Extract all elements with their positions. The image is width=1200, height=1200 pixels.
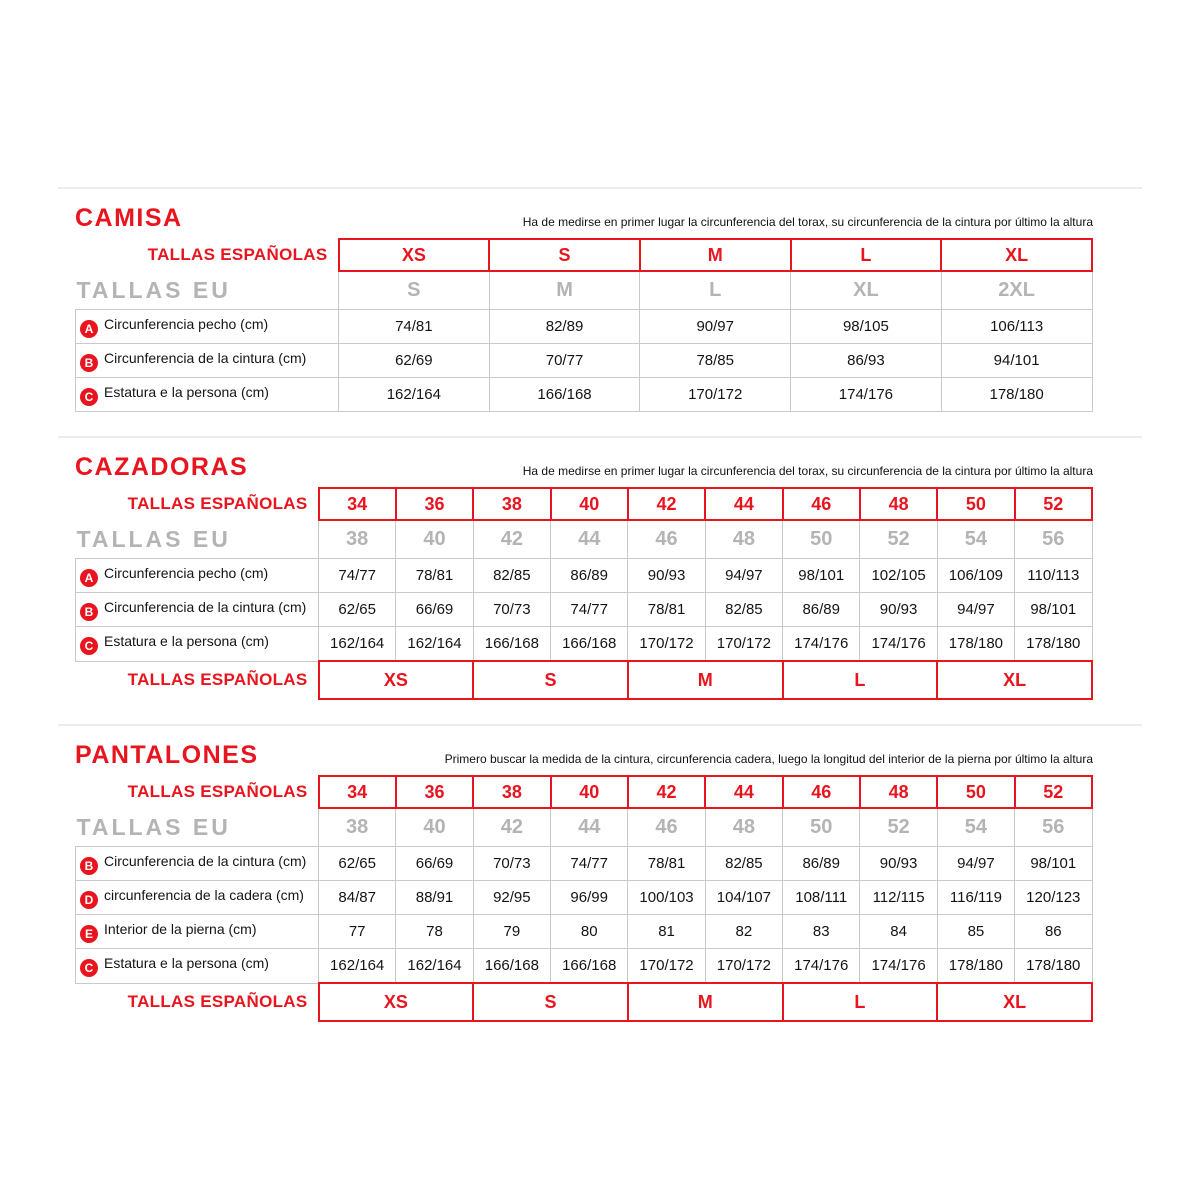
spanish-size-cell: 52 xyxy=(1015,488,1092,520)
section-title-camisa: CAMISA xyxy=(75,204,183,232)
measurement-value-cell: 166/168 xyxy=(473,627,550,662)
eu-size-cell: 38 xyxy=(319,520,396,559)
measure-badge-d: D xyxy=(80,891,98,909)
measurement-label: Circunferencia pecho (cm) xyxy=(104,564,269,581)
measurement-value-cell: 116/119 xyxy=(937,881,1014,915)
bottom-size-cell: M xyxy=(628,661,783,699)
measurement-value-cell: 78/81 xyxy=(396,559,473,593)
bottom-size-cell: M xyxy=(628,983,783,1021)
spanish-sizes-row xyxy=(76,776,1093,808)
measurement-value-cell: 166/168 xyxy=(473,949,550,984)
measure-badge-e: E xyxy=(80,925,98,943)
measurement-value-cell: 90/93 xyxy=(628,559,705,593)
eu-sizes-row xyxy=(76,271,1093,310)
eu-sizes-row xyxy=(76,808,1093,847)
measurement-value-cell: 162/164 xyxy=(319,949,396,984)
measurement-label-cell xyxy=(76,378,339,412)
tallas-espanolas-label: TALLAS ESPAÑOLAS xyxy=(147,245,328,264)
eu-size-cell: 54 xyxy=(937,808,1014,847)
measurement-value-cell: 66/69 xyxy=(396,593,473,627)
measurement-value-cell: 82/85 xyxy=(473,559,550,593)
section-title-cazadoras: CAZADORAS xyxy=(75,453,249,481)
measurement-value-cell: 102/105 xyxy=(860,559,937,593)
bottom-size-cell: XL xyxy=(937,983,1092,1021)
spanish-size-cell: 48 xyxy=(860,488,937,520)
section-cazadoras-header xyxy=(75,454,1093,480)
measurement-value-cell: 94/97 xyxy=(937,593,1014,627)
spanish-size-cell: 34 xyxy=(319,488,396,520)
spanish-size-cell: 34 xyxy=(319,776,396,808)
measurement-value-cell: 174/176 xyxy=(783,949,860,984)
eu-size-cell: L xyxy=(640,271,791,310)
measurement-value-cell: 98/101 xyxy=(1015,847,1092,881)
measurement-value-cell: 78/81 xyxy=(628,847,705,881)
measurement-label-cell xyxy=(76,881,319,915)
eu-size-cell: S xyxy=(339,271,490,310)
eu-size-cell: 42 xyxy=(473,520,550,559)
size-table-cazadoras xyxy=(75,487,1093,700)
measurement-value-cell: 84 xyxy=(860,915,937,949)
measurement-value-cell: 86/89 xyxy=(783,847,860,881)
measurement-value-cell: 90/93 xyxy=(860,847,937,881)
measurement-value-cell: 174/176 xyxy=(860,949,937,984)
measure-badge-c: C xyxy=(80,388,98,406)
measurement-value-cell: 70/77 xyxy=(489,344,640,378)
section-cazadoras xyxy=(58,436,1142,724)
spanish-size-cell: 44 xyxy=(705,488,782,520)
measurement-row xyxy=(76,915,1093,949)
spanish-size-cell: 42 xyxy=(628,776,705,808)
spanish-sizes-row xyxy=(76,239,1093,271)
measurement-value-cell: 88/91 xyxy=(396,881,473,915)
spanish-size-cell: 40 xyxy=(551,488,628,520)
spanish-sizes-row xyxy=(76,488,1093,520)
eu-size-cell: 52 xyxy=(860,520,937,559)
measurement-value-cell: 106/113 xyxy=(941,310,1092,344)
tallas-eu-label: TALLAS EU xyxy=(76,813,231,840)
eu-size-cell: 40 xyxy=(396,808,473,847)
spanish-size-cell: M xyxy=(640,239,791,271)
eu-size-cell: XL xyxy=(791,271,942,310)
measurement-value-cell: 86/89 xyxy=(551,559,628,593)
measurement-value-cell: 74/81 xyxy=(339,310,490,344)
eu-size-cell: 46 xyxy=(628,808,705,847)
measurement-label-cell xyxy=(76,915,319,949)
bottom-size-cell: XS xyxy=(319,661,474,699)
section-pantalones xyxy=(58,724,1142,1046)
measurement-value-cell: 108/111 xyxy=(783,881,860,915)
measurement-label-cell xyxy=(76,344,339,378)
measurement-row xyxy=(76,949,1093,984)
measurement-value-cell: 100/103 xyxy=(628,881,705,915)
measurement-value-cell: 94/101 xyxy=(941,344,1092,378)
measure-badge-a: A xyxy=(80,320,98,338)
eu-size-cell: 50 xyxy=(783,808,860,847)
measurement-value-cell: 82/85 xyxy=(705,593,782,627)
eu-size-cell: 52 xyxy=(860,808,937,847)
spanish-size-cell: 38 xyxy=(473,776,550,808)
eu-size-cell: 44 xyxy=(551,520,628,559)
eu-size-cell: 50 xyxy=(783,520,860,559)
measurement-label-cell xyxy=(76,559,319,593)
measurement-value-cell: 90/97 xyxy=(640,310,791,344)
measure-badge-c: C xyxy=(80,637,98,655)
bottom-spanish-sizes-row xyxy=(76,661,1093,699)
spanish-size-cell: 46 xyxy=(783,776,860,808)
spanish-size-cell: XS xyxy=(339,239,490,271)
measurement-value-cell: 74/77 xyxy=(319,559,396,593)
eu-size-cell: 44 xyxy=(551,808,628,847)
tallas-eu-label: TALLAS EU xyxy=(76,525,231,552)
measurement-value-cell: 94/97 xyxy=(937,847,1014,881)
measurement-value-cell: 162/164 xyxy=(396,949,473,984)
spanish-size-cell: XL xyxy=(941,239,1092,271)
measurement-label: Circunferencia de la cintura (cm) xyxy=(104,598,307,615)
measurement-label-cell xyxy=(76,593,319,627)
measurement-row xyxy=(76,378,1093,412)
bottom-size-cell: L xyxy=(783,661,938,699)
spanish-size-cell: 40 xyxy=(551,776,628,808)
size-table-camisa xyxy=(75,238,1093,412)
spanish-size-cell: 50 xyxy=(937,488,1014,520)
bottom-size-cell: S xyxy=(473,983,628,1021)
measurement-value-cell: 62/65 xyxy=(319,593,396,627)
bottom-size-cell: S xyxy=(473,661,628,699)
eu-size-cell: 56 xyxy=(1015,520,1092,559)
measurement-value-cell: 178/180 xyxy=(1015,627,1092,662)
measure-badge-b: B xyxy=(80,354,98,372)
bottom-spanish-sizes-row xyxy=(76,983,1093,1021)
measurement-value-cell: 66/69 xyxy=(396,847,473,881)
measurement-value-cell: 62/65 xyxy=(319,847,396,881)
measurement-label: Circunferencia de la cintura (cm) xyxy=(104,349,307,366)
eu-size-cell: 48 xyxy=(705,520,782,559)
measurement-value-cell: 166/168 xyxy=(551,627,628,662)
bottom-size-cell: L xyxy=(783,983,938,1021)
measurement-value-cell: 104/107 xyxy=(705,881,782,915)
spanish-size-cell: 52 xyxy=(1015,776,1092,808)
measurement-value-cell: 178/180 xyxy=(941,378,1092,412)
measurement-value-cell: 84/87 xyxy=(319,881,396,915)
measurement-value-cell: 70/73 xyxy=(473,593,550,627)
measurement-label: Interior de la pierna (cm) xyxy=(104,920,257,937)
measurement-value-cell: 90/93 xyxy=(860,593,937,627)
measurement-value-cell: 110/113 xyxy=(1015,559,1092,593)
measurement-label: Circunferencia de la cintura (cm) xyxy=(104,852,307,869)
measurement-value-cell: 83 xyxy=(783,915,860,949)
section-note-cazadoras: Ha de medirse en primer lugar la circunferencia del torax, su circunferencia de la cintura por último la altura xyxy=(522,464,1093,478)
eu-size-cell: 2XL xyxy=(941,271,1092,310)
measurement-value-cell: 170/172 xyxy=(628,627,705,662)
spanish-size-cell: 46 xyxy=(783,488,860,520)
measurement-value-cell: 77 xyxy=(319,915,396,949)
measurement-value-cell: 98/105 xyxy=(791,310,942,344)
measurement-value-cell: 80 xyxy=(551,915,628,949)
measurement-value-cell: 170/172 xyxy=(705,627,782,662)
measurement-label: circunferencia de la cadera (cm) xyxy=(104,886,304,903)
measurement-value-cell: 74/77 xyxy=(551,593,628,627)
measure-badge-a: A xyxy=(80,569,98,587)
bottom-size-cell: XL xyxy=(937,661,1092,699)
spanish-size-cell: 36 xyxy=(396,776,473,808)
measurement-value-cell: 162/164 xyxy=(319,627,396,662)
eu-size-cell: 56 xyxy=(1015,808,1092,847)
measurement-label: Estatura e la persona (cm) xyxy=(104,632,269,649)
measurement-value-cell: 174/176 xyxy=(860,627,937,662)
measurement-value-cell: 178/180 xyxy=(1015,949,1092,984)
measurement-value-cell: 174/176 xyxy=(783,627,860,662)
measurement-label-cell xyxy=(76,627,319,662)
eu-size-cell: 46 xyxy=(628,520,705,559)
tallas-espanolas-label: TALLAS ESPAÑOLAS xyxy=(127,670,308,690)
spanish-size-cell: 38 xyxy=(473,488,550,520)
tallas-espanolas-label: TALLAS ESPAÑOLAS xyxy=(127,782,308,801)
measurement-value-cell: 166/168 xyxy=(551,949,628,984)
measurement-value-cell: 86 xyxy=(1015,915,1092,949)
measurement-row xyxy=(76,627,1093,662)
eu-size-cell: 48 xyxy=(705,808,782,847)
measurement-label-cell xyxy=(76,949,319,984)
measurement-row xyxy=(76,310,1093,344)
measurement-value-cell: 96/99 xyxy=(551,881,628,915)
measurement-value-cell: 82/85 xyxy=(705,847,782,881)
measurement-label: Estatura e la persona (cm) xyxy=(104,383,269,400)
measure-badge-b: B xyxy=(80,857,98,875)
measurement-label: Estatura e la persona (cm) xyxy=(104,954,269,971)
spanish-size-cell: 44 xyxy=(705,776,782,808)
tallas-eu-label: TALLAS EU xyxy=(76,276,231,303)
spanish-size-cell: 50 xyxy=(937,776,1014,808)
eu-size-cell: 42 xyxy=(473,808,550,847)
measurement-value-cell: 62/69 xyxy=(339,344,490,378)
measurement-value-cell: 70/73 xyxy=(473,847,550,881)
section-title-pantalones: PANTALONES xyxy=(75,741,259,769)
measurement-value-cell: 81 xyxy=(628,915,705,949)
tallas-espanolas-label: TALLAS ESPAÑOLAS xyxy=(127,992,308,1012)
eu-size-cell: 54 xyxy=(937,520,1014,559)
measurement-row xyxy=(76,881,1093,915)
measurement-value-cell: 98/101 xyxy=(1015,593,1092,627)
eu-size-cell: M xyxy=(489,271,640,310)
measurement-row xyxy=(76,847,1093,881)
measurement-value-cell: 78/85 xyxy=(640,344,791,378)
measurement-label-cell xyxy=(76,310,339,344)
size-table-pantalones xyxy=(75,775,1093,1022)
measure-badge-c: C xyxy=(80,959,98,977)
eu-size-cell: 38 xyxy=(319,808,396,847)
measure-badge-b: B xyxy=(80,603,98,621)
measurement-value-cell: 162/164 xyxy=(396,627,473,662)
measurement-value-cell: 78 xyxy=(396,915,473,949)
measurement-row xyxy=(76,593,1093,627)
section-note-camisa: Ha de medirse en primer lugar la circunferencia del torax, su circunferencia de la cintura por último la altura xyxy=(522,215,1093,229)
section-camisa xyxy=(58,187,1142,436)
measurement-label: Circunferencia pecho (cm) xyxy=(104,315,269,332)
measurement-value-cell: 85 xyxy=(937,915,1014,949)
measurement-value-cell: 92/95 xyxy=(473,881,550,915)
spanish-size-cell: 42 xyxy=(628,488,705,520)
bottom-size-cell: XS xyxy=(319,983,474,1021)
tallas-espanolas-label: TALLAS ESPAÑOLAS xyxy=(127,494,308,513)
measurement-value-cell: 94/97 xyxy=(705,559,782,593)
section-camisa-header xyxy=(75,205,1093,231)
measurement-value-cell: 178/180 xyxy=(937,949,1014,984)
measurement-value-cell: 166/168 xyxy=(489,378,640,412)
measurement-label-cell xyxy=(76,847,319,881)
spanish-size-cell: 36 xyxy=(396,488,473,520)
eu-size-cell: 40 xyxy=(396,520,473,559)
measurement-row xyxy=(76,344,1093,378)
spanish-size-cell: L xyxy=(791,239,942,271)
measurement-value-cell: 170/172 xyxy=(705,949,782,984)
measurement-value-cell: 170/172 xyxy=(640,378,791,412)
measurement-value-cell: 86/93 xyxy=(791,344,942,378)
measurement-value-cell: 82/89 xyxy=(489,310,640,344)
measurement-value-cell: 98/101 xyxy=(783,559,860,593)
measurement-value-cell: 86/89 xyxy=(783,593,860,627)
section-note-pantalones: Primero buscar la medida de la cintura, circunferencia cadera, luego la longitud del interior de la pierna por último la altura xyxy=(444,752,1093,766)
spanish-size-cell: S xyxy=(489,239,640,271)
measurement-value-cell: 106/109 xyxy=(937,559,1014,593)
measurement-value-cell: 162/164 xyxy=(339,378,490,412)
spanish-size-cell: 48 xyxy=(860,776,937,808)
measurement-value-cell: 112/115 xyxy=(860,881,937,915)
measurement-value-cell: 74/77 xyxy=(551,847,628,881)
eu-sizes-row xyxy=(76,520,1093,559)
measurement-value-cell: 79 xyxy=(473,915,550,949)
section-pantalones-header xyxy=(75,742,1093,768)
measurement-value-cell: 78/81 xyxy=(628,593,705,627)
measurement-value-cell: 170/172 xyxy=(628,949,705,984)
measurement-value-cell: 178/180 xyxy=(937,627,1014,662)
measurement-value-cell: 82 xyxy=(705,915,782,949)
measurement-value-cell: 174/176 xyxy=(791,378,942,412)
measurement-value-cell: 120/123 xyxy=(1015,881,1092,915)
measurement-row xyxy=(76,559,1093,593)
